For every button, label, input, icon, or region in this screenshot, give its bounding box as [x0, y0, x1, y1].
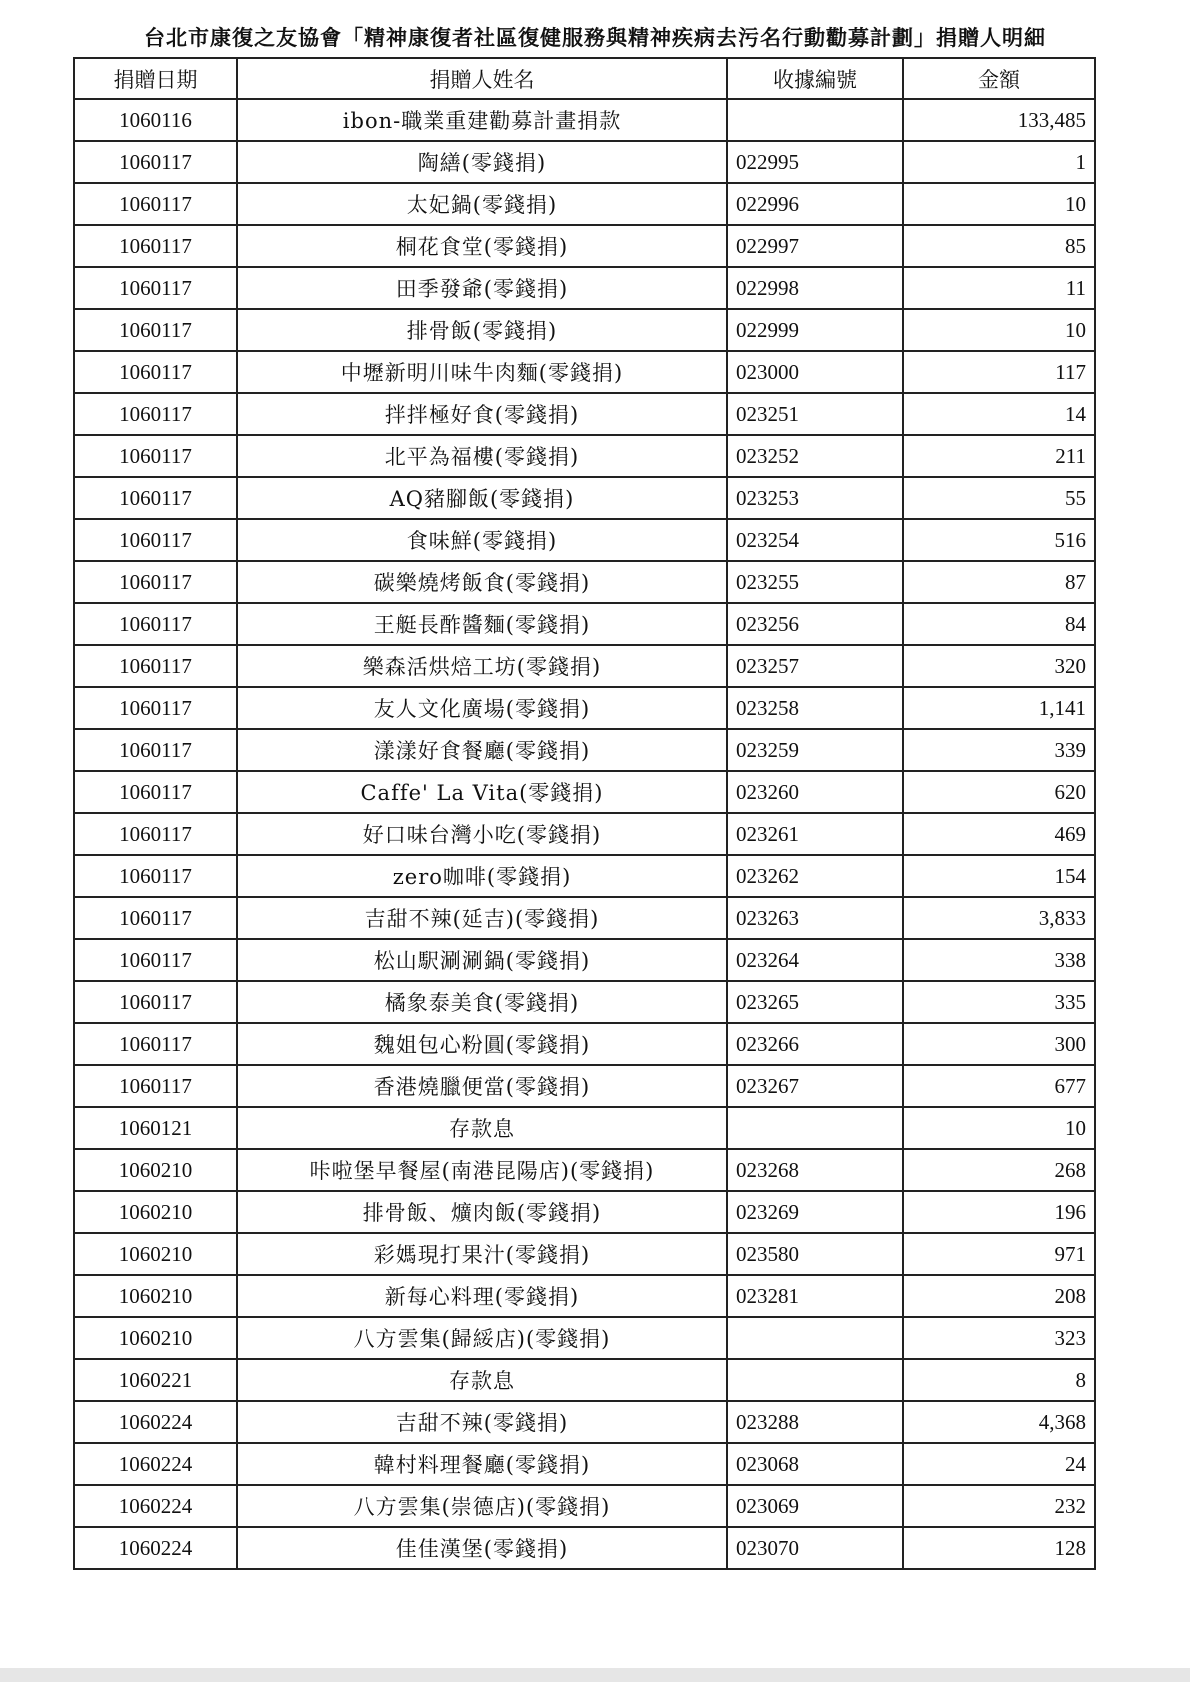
date-cell: 1060224: [74, 1401, 237, 1443]
amount-cell: 300: [903, 1023, 1095, 1065]
date-cell: 1060210: [74, 1275, 237, 1317]
receipt-number-cell: 023252: [727, 435, 903, 477]
donor-table: [73, 57, 1096, 1570]
donor-name-cell: 拌拌極好食(零錢捐): [237, 393, 727, 435]
table-row: [74, 225, 1095, 267]
donor-name-cell: 田季發爺(零錢捐): [237, 267, 727, 309]
donor-name-cell: 咔啦堡早餐屋(南港昆陽店)(零錢捐): [237, 1149, 727, 1191]
receipt-number-cell: 022998: [727, 267, 903, 309]
donor-name-cell: 新每心料理(零錢捐): [237, 1275, 727, 1317]
donor-name-cell: AQ豬腳飯(零錢捐): [237, 477, 727, 519]
receipt-number-cell: 023258: [727, 687, 903, 729]
amount-cell: 320: [903, 645, 1095, 687]
donor-name-cell: 松山駅涮涮鍋(零錢捐): [237, 939, 727, 981]
table-row: [74, 477, 1095, 519]
date-cell: 1060117: [74, 267, 237, 309]
receipt-number-cell: 023265: [727, 981, 903, 1023]
table-row: [74, 897, 1095, 939]
table-row: [74, 519, 1095, 561]
table-row: [74, 1107, 1095, 1149]
table-row: [74, 435, 1095, 477]
date-cell: 1060117: [74, 603, 237, 645]
table-row: [74, 141, 1095, 183]
receipt-number-cell: 023255: [727, 561, 903, 603]
amount-cell: 196: [903, 1191, 1095, 1233]
amount-cell: 10: [903, 309, 1095, 351]
date-cell: 1060117: [74, 141, 237, 183]
receipt-number-cell: 022997: [727, 225, 903, 267]
amount-cell: 620: [903, 771, 1095, 813]
receipt-number-cell: 023069: [727, 1485, 903, 1527]
table-row: [74, 183, 1095, 225]
date-cell: 1060117: [74, 645, 237, 687]
donor-name-cell: 北平為福樓(零錢捐): [237, 435, 727, 477]
receipt-number-cell: 023266: [727, 1023, 903, 1065]
amount-cell: 1,141: [903, 687, 1095, 729]
date-cell: 1060210: [74, 1149, 237, 1191]
table-row: [74, 603, 1095, 645]
donor-name-cell: 樂森活烘焙工坊(零錢捐): [237, 645, 727, 687]
receipt-number-cell: 023068: [727, 1443, 903, 1485]
date-cell: 1060117: [74, 981, 237, 1023]
receipt-number-cell: 023262: [727, 855, 903, 897]
amount-cell: 11: [903, 267, 1095, 309]
table-row: [74, 309, 1095, 351]
table-row: [74, 1233, 1095, 1275]
date-cell: 1060117: [74, 687, 237, 729]
amount-cell: 8: [903, 1359, 1095, 1401]
receipt-number-cell: [727, 1359, 903, 1401]
table-row: [74, 1359, 1095, 1401]
donor-name-cell: 橘象泰美食(零錢捐): [237, 981, 727, 1023]
donor-name-cell: 香港燒臘便當(零錢捐): [237, 1065, 727, 1107]
donor-name-cell: 漾漾好食餐廳(零錢捐): [237, 729, 727, 771]
receipt-number-cell: 022999: [727, 309, 903, 351]
date-cell: 1060116: [74, 99, 237, 141]
donor-name-cell: 八方雲集(崇德店)(零錢捐): [237, 1485, 727, 1527]
donor-name-cell: 王艇長酢醬麵(零錢捐): [237, 603, 727, 645]
date-cell: 1060117: [74, 561, 237, 603]
table-row: [74, 1023, 1095, 1065]
amount-cell: 24: [903, 1443, 1095, 1485]
table-row: [74, 687, 1095, 729]
receipt-number-cell: 023256: [727, 603, 903, 645]
table-row: [74, 939, 1095, 981]
date-cell: 1060117: [74, 351, 237, 393]
receipt-number-cell: 023257: [727, 645, 903, 687]
header-donor-name: 捐贈人姓名: [237, 58, 727, 99]
amount-cell: 4,368: [903, 1401, 1095, 1443]
table-row: [74, 981, 1095, 1023]
page-title: 台北市康復之友協會「精神康復者社區復健服務與精神疾病去污名行動勸募計劃」捐贈人明細: [144, 25, 1046, 50]
table-row: [74, 1527, 1095, 1569]
receipt-number-cell: 023264: [727, 939, 903, 981]
donor-name-cell: zero咖啡(零錢捐): [237, 855, 727, 897]
table-row: [74, 99, 1095, 141]
receipt-number-cell: 023268: [727, 1149, 903, 1191]
amount-cell: 85: [903, 225, 1095, 267]
scan-edge: [0, 1668, 1190, 1682]
table-row: [74, 1485, 1095, 1527]
donor-name-cell: ibon-職業重建勸募計畫捐款: [237, 99, 727, 141]
amount-cell: 208: [903, 1275, 1095, 1317]
receipt-number-cell: 022996: [727, 183, 903, 225]
date-cell: 1060224: [74, 1485, 237, 1527]
donor-name-cell: 吉甜不辣(延吉)(零錢捐): [237, 897, 727, 939]
receipt-number-cell: 023253: [727, 477, 903, 519]
amount-cell: 1: [903, 141, 1095, 183]
date-cell: 1060210: [74, 1233, 237, 1275]
table-row: [74, 645, 1095, 687]
donor-name-cell: Caffe' La Vita(零錢捐): [237, 771, 727, 813]
table-row: [74, 267, 1095, 309]
receipt-number-cell: 023254: [727, 519, 903, 561]
table-row: [74, 1191, 1095, 1233]
date-cell: 1060117: [74, 855, 237, 897]
amount-cell: 971: [903, 1233, 1095, 1275]
donor-name-cell: 陶繕(零錢捐): [237, 141, 727, 183]
table-row: [74, 1317, 1095, 1359]
table-row: [74, 771, 1095, 813]
amount-cell: 3,833: [903, 897, 1095, 939]
receipt-number-cell: 023261: [727, 813, 903, 855]
donor-name-cell: 中壢新明川味牛肉麵(零錢捐): [237, 351, 727, 393]
donor-name-cell: 彩媽現打果汁(零錢捐): [237, 1233, 727, 1275]
date-cell: 1060117: [74, 477, 237, 519]
table-row: [74, 729, 1095, 771]
receipt-number-cell: 023259: [727, 729, 903, 771]
date-cell: 1060117: [74, 519, 237, 561]
receipt-number-cell: 023000: [727, 351, 903, 393]
date-cell: 1060117: [74, 813, 237, 855]
date-cell: 1060117: [74, 1065, 237, 1107]
donor-name-cell: 桐花食堂(零錢捐): [237, 225, 727, 267]
table-row: [74, 351, 1095, 393]
donor-name-cell: 食味鮮(零錢捐): [237, 519, 727, 561]
receipt-number-cell: 023269: [727, 1191, 903, 1233]
donor-name-cell: 存款息: [237, 1107, 727, 1149]
amount-cell: 154: [903, 855, 1095, 897]
donor-name-cell: 友人文化廣場(零錢捐): [237, 687, 727, 729]
amount-cell: 338: [903, 939, 1095, 981]
donor-name-cell: 佳佳漢堡(零錢捐): [237, 1527, 727, 1569]
table-header-row: [74, 58, 1095, 99]
amount-cell: 232: [903, 1485, 1095, 1527]
amount-cell: 133,485: [903, 99, 1095, 141]
receipt-number-cell: 022995: [727, 141, 903, 183]
table-row: [74, 1401, 1095, 1443]
date-cell: 1060117: [74, 1023, 237, 1065]
amount-cell: 677: [903, 1065, 1095, 1107]
amount-cell: 10: [903, 183, 1095, 225]
amount-cell: 335: [903, 981, 1095, 1023]
amount-cell: 14: [903, 393, 1095, 435]
date-cell: 1060117: [74, 897, 237, 939]
amount-cell: 117: [903, 351, 1095, 393]
donor-name-cell: 存款息: [237, 1359, 727, 1401]
date-cell: 1060121: [74, 1107, 237, 1149]
receipt-number-cell: 023263: [727, 897, 903, 939]
receipt-number-cell: [727, 1107, 903, 1149]
amount-cell: 55: [903, 477, 1095, 519]
date-cell: 1060210: [74, 1191, 237, 1233]
table-row: [74, 1065, 1095, 1107]
table-row: [74, 561, 1095, 603]
receipt-number-cell: [727, 99, 903, 141]
donor-name-cell: 吉甜不辣(零錢捐): [237, 1401, 727, 1443]
donor-name-cell: 好口味台灣小吃(零錢捐): [237, 813, 727, 855]
receipt-number-cell: 023251: [727, 393, 903, 435]
date-cell: 1060117: [74, 729, 237, 771]
date-cell: 1060221: [74, 1359, 237, 1401]
date-cell: 1060224: [74, 1443, 237, 1485]
amount-cell: 84: [903, 603, 1095, 645]
table-row: [74, 855, 1095, 897]
receipt-number-cell: 023288: [727, 1401, 903, 1443]
receipt-number-cell: 023580: [727, 1233, 903, 1275]
table-row: [74, 1275, 1095, 1317]
date-cell: 1060117: [74, 939, 237, 981]
amount-cell: 469: [903, 813, 1095, 855]
table-row: [74, 1443, 1095, 1485]
receipt-number-cell: 023281: [727, 1275, 903, 1317]
amount-cell: 339: [903, 729, 1095, 771]
donor-name-cell: 魏姐包心粉圓(零錢捐): [237, 1023, 727, 1065]
donor-name-cell: 韓村料理餐廳(零錢捐): [237, 1443, 727, 1485]
donor-name-cell: 太妃鍋(零錢捐): [237, 183, 727, 225]
date-cell: 1060117: [74, 309, 237, 351]
date-cell: 1060210: [74, 1317, 237, 1359]
table-row: [74, 813, 1095, 855]
date-cell: 1060117: [74, 393, 237, 435]
date-cell: 1060117: [74, 435, 237, 477]
header-date: 捐贈日期: [74, 58, 237, 99]
amount-cell: 323: [903, 1317, 1095, 1359]
receipt-number-cell: 023070: [727, 1527, 903, 1569]
date-cell: 1060224: [74, 1527, 237, 1569]
table-body: [74, 99, 1095, 1569]
donor-name-cell: 八方雲集(歸綏店)(零錢捐): [237, 1317, 727, 1359]
amount-cell: 10: [903, 1107, 1095, 1149]
amount-cell: 211: [903, 435, 1095, 477]
table-row: [74, 393, 1095, 435]
amount-cell: 516: [903, 519, 1095, 561]
amount-cell: 87: [903, 561, 1095, 603]
donor-name-cell: 排骨飯、爌肉飯(零錢捐): [237, 1191, 727, 1233]
amount-cell: 268: [903, 1149, 1095, 1191]
receipt-number-cell: [727, 1317, 903, 1359]
table-row: [74, 1149, 1095, 1191]
date-cell: 1060117: [74, 225, 237, 267]
donor-name-cell: 碳樂燒烤飯食(零錢捐): [237, 561, 727, 603]
donor-name-cell: 排骨飯(零錢捐): [237, 309, 727, 351]
receipt-number-cell: 023260: [727, 771, 903, 813]
date-cell: 1060117: [74, 183, 237, 225]
header-amount: 金額: [903, 58, 1095, 99]
header-receipt-number: 收據編號: [727, 58, 903, 99]
receipt-number-cell: 023267: [727, 1065, 903, 1107]
date-cell: 1060117: [74, 771, 237, 813]
amount-cell: 128: [903, 1527, 1095, 1569]
